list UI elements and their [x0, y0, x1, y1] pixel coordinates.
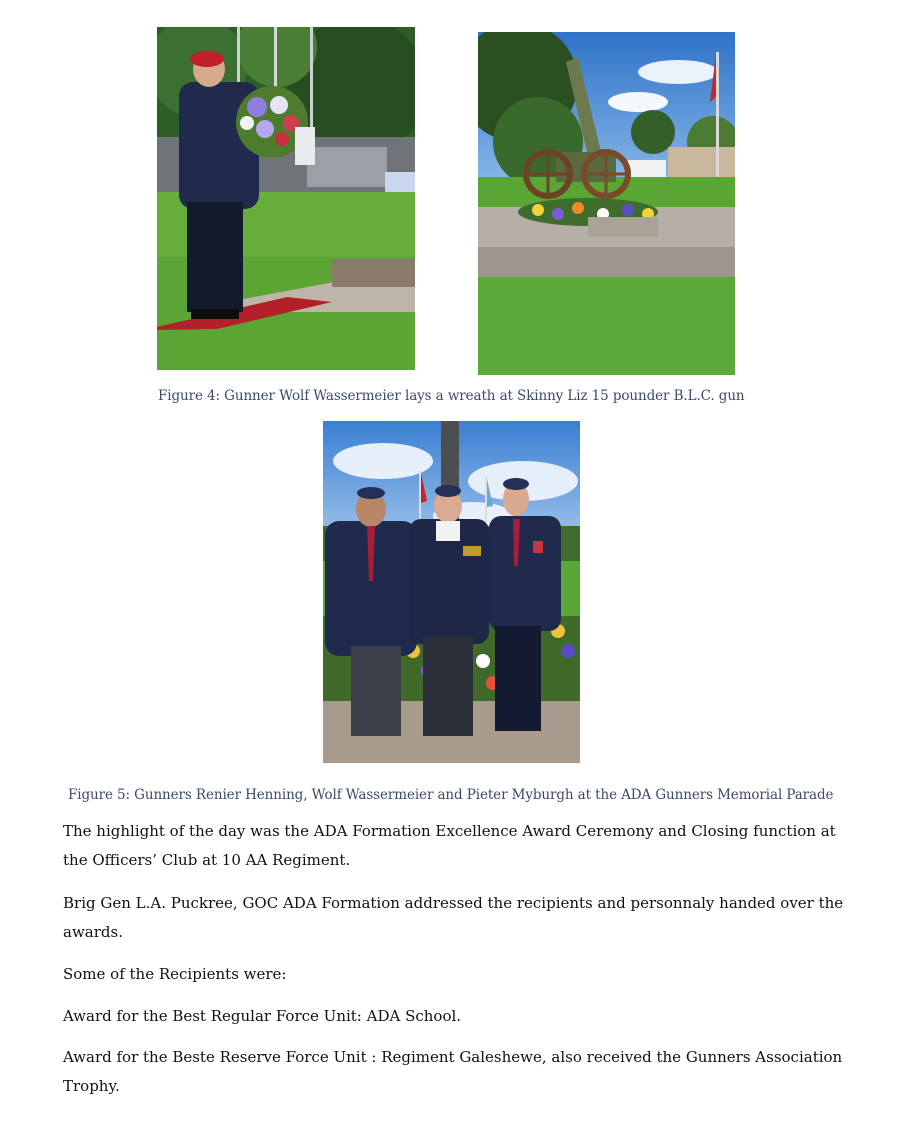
paragraph-award-regular-force: Award for the Best Regular Force Unit: ADA School.: [63, 1007, 462, 1025]
paragraph-award-reserve-force: Award for the Beste Reserve Force Unit : Regiment Galeshewe, also received the Gunners Association Trophy.: [63, 1048, 843, 1095]
figure-4-caption: Figure 4: Gunner Wolf Wassermeier lays a wreath at Skinny Liz 15 pounder B.L.C. gun: [158, 388, 745, 404]
paragraph-recipients-intro: Some of the Recipients were:: [63, 965, 287, 983]
paragraph-brig-gen: Brig Gen L.A. Puckree, GOC ADA Formation addressed the recipients and personnaly handed over the awards.: [63, 894, 844, 941]
photo-skinny-liz-gun: [478, 32, 735, 375]
photo-wreath-laying: [157, 27, 415, 370]
photo-three-gunners: [323, 421, 580, 763]
figure-5-caption: Figure 5: Gunners Renier Henning, Wolf Wassermeier and Pieter Myburgh at the ADA Gunners Memorial Parade: [68, 787, 834, 803]
paragraph-highlight: The highlight of the day was the ADA Formation Excellence Award Ceremony and Closing function at the Officers’ Club at 10 AA Regiment.: [63, 822, 836, 869]
